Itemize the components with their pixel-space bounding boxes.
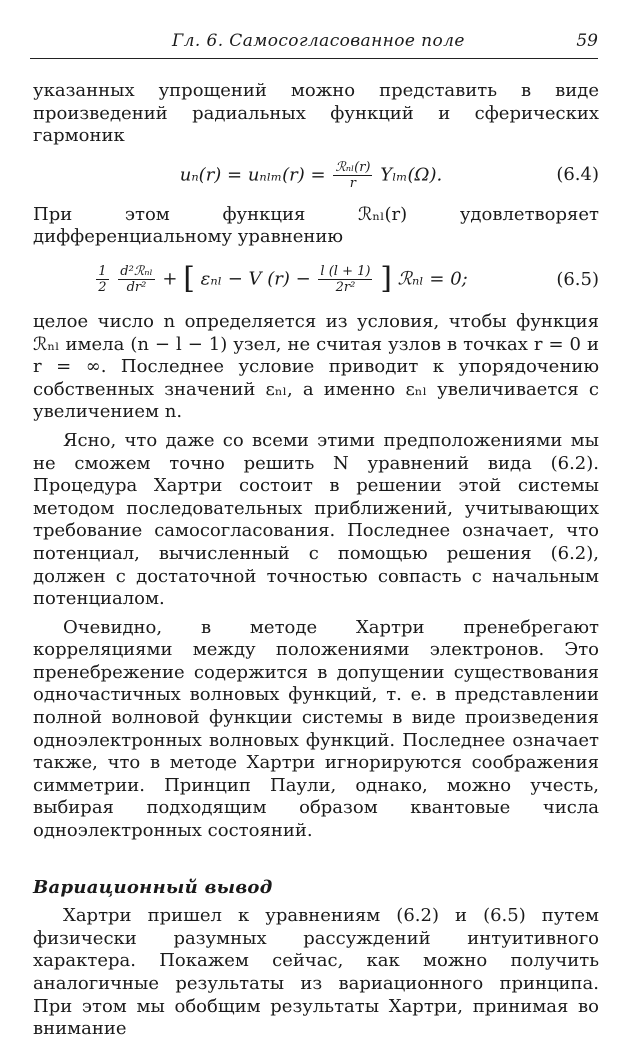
paragraph-2: При этом функция ℛₙₗ(r) удовлетворяет дифференциальному уравнению <box>33 203 599 248</box>
section-heading: Вариационный вывод <box>33 876 273 898</box>
paragraph-4: Ясно, что даже со всеми этими предположениями мы не сможем точно решить N уравнений вида (6.2). Процедура Хартри состоит в решении этой системы методом последовательных приближений, учитывающих требование самосогласования. Последнее означает, что потенциал, вычисленный с помощью решения (6.2), должен с достаточной точностью совпасть с начальным потенциалом. <box>33 429 599 610</box>
equation-6-5-middle: εₙₗ − V (r) − <box>200 268 311 290</box>
equation-6-5-derivative <box>118 264 154 295</box>
equation-6-5-half-num: 1 <box>98 264 107 280</box>
equation-6-5-half <box>96 264 108 295</box>
equation-6-5-centrifugal-den: 2r² <box>335 280 356 296</box>
paragraph-5: Очевидно, в методе Хартри пренебрегают корреляциями между положениями электронов. Это пренебрежение содержится в допущении существования одночастичных волновых функций, т. е. в представлении полной волновой функции системы в виде произведения одноэлектронных волновых функций. Последнее означает также, что в методе Хартри игнорируются соображения симметрии. Принцип Паули, однако, можно учесть, выбирая подходящим образом квантовые числа одноэлектронных состояний. <box>33 616 599 842</box>
paragraph-6: Хартри пришел к уравнениям (6.2) и (6.5) путем физически разумных рассуждений интуитивного характера. Покажем сейчас, как можно получить аналогичные результаты из вариационного принципа. При этом мы обобщим результаты Хартри, принимая во внимание <box>33 905 599 1040</box>
equation-6-5-derivative-num: d²ℛₙₗ <box>120 264 153 280</box>
equation-6-5-derivative-den: dr² <box>126 280 147 296</box>
running-head <box>30 28 598 59</box>
equation-6-5-rhs: ℛₙₗ = 0; <box>397 268 468 290</box>
equation-6-4-numerator: ℛₙₗ(r) <box>335 160 371 176</box>
equation-6-4-fraction <box>333 160 372 191</box>
equation-6-5-formula <box>33 261 529 297</box>
equation-6-5 <box>33 255 599 305</box>
equation-6-5-centrifugal-num: l (l + 1) <box>320 264 371 280</box>
paragraph-3: целое число n определяется из условия, чтобы функция ℛₙₗ имела (n − l − 1) узел, не считая узлов в точках r = 0 и r = ∞. Последнее условие приводит к упорядочению собственных значений εₙₗ, а именно εₙₗ увеличивается с увеличением n. <box>33 310 599 423</box>
equation-6-4-formula <box>93 160 529 191</box>
body-text <box>33 80 599 1041</box>
equation-6-5-bracket-close: ] <box>380 261 392 297</box>
equation-6-5-half-den: 2 <box>98 280 107 296</box>
equation-6-4-lhs: uₙ(r) = uₙₗₘ(r) = <box>179 164 326 186</box>
equation-6-4-rhs: Yₗₘ(Ω). <box>380 164 443 186</box>
equation-6-4 <box>33 154 599 198</box>
page-number: 59 <box>576 31 598 51</box>
equation-number-6-5: (6.5) <box>556 268 599 290</box>
equation-6-5-centrifugal <box>318 264 372 295</box>
equation-6-5-plus: + <box>162 268 178 290</box>
equation-number-6-4: (6.4) <box>556 164 599 186</box>
running-title: Гл. 6. Самосогласованное поле <box>172 31 465 51</box>
equation-6-4-denominator: r <box>349 176 357 192</box>
equation-6-5-bracket-open: [ <box>183 261 195 297</box>
paragraph-1: указанных упрощений можно представить в виде произведений радиальных функций и сферических гармоник <box>33 80 599 147</box>
